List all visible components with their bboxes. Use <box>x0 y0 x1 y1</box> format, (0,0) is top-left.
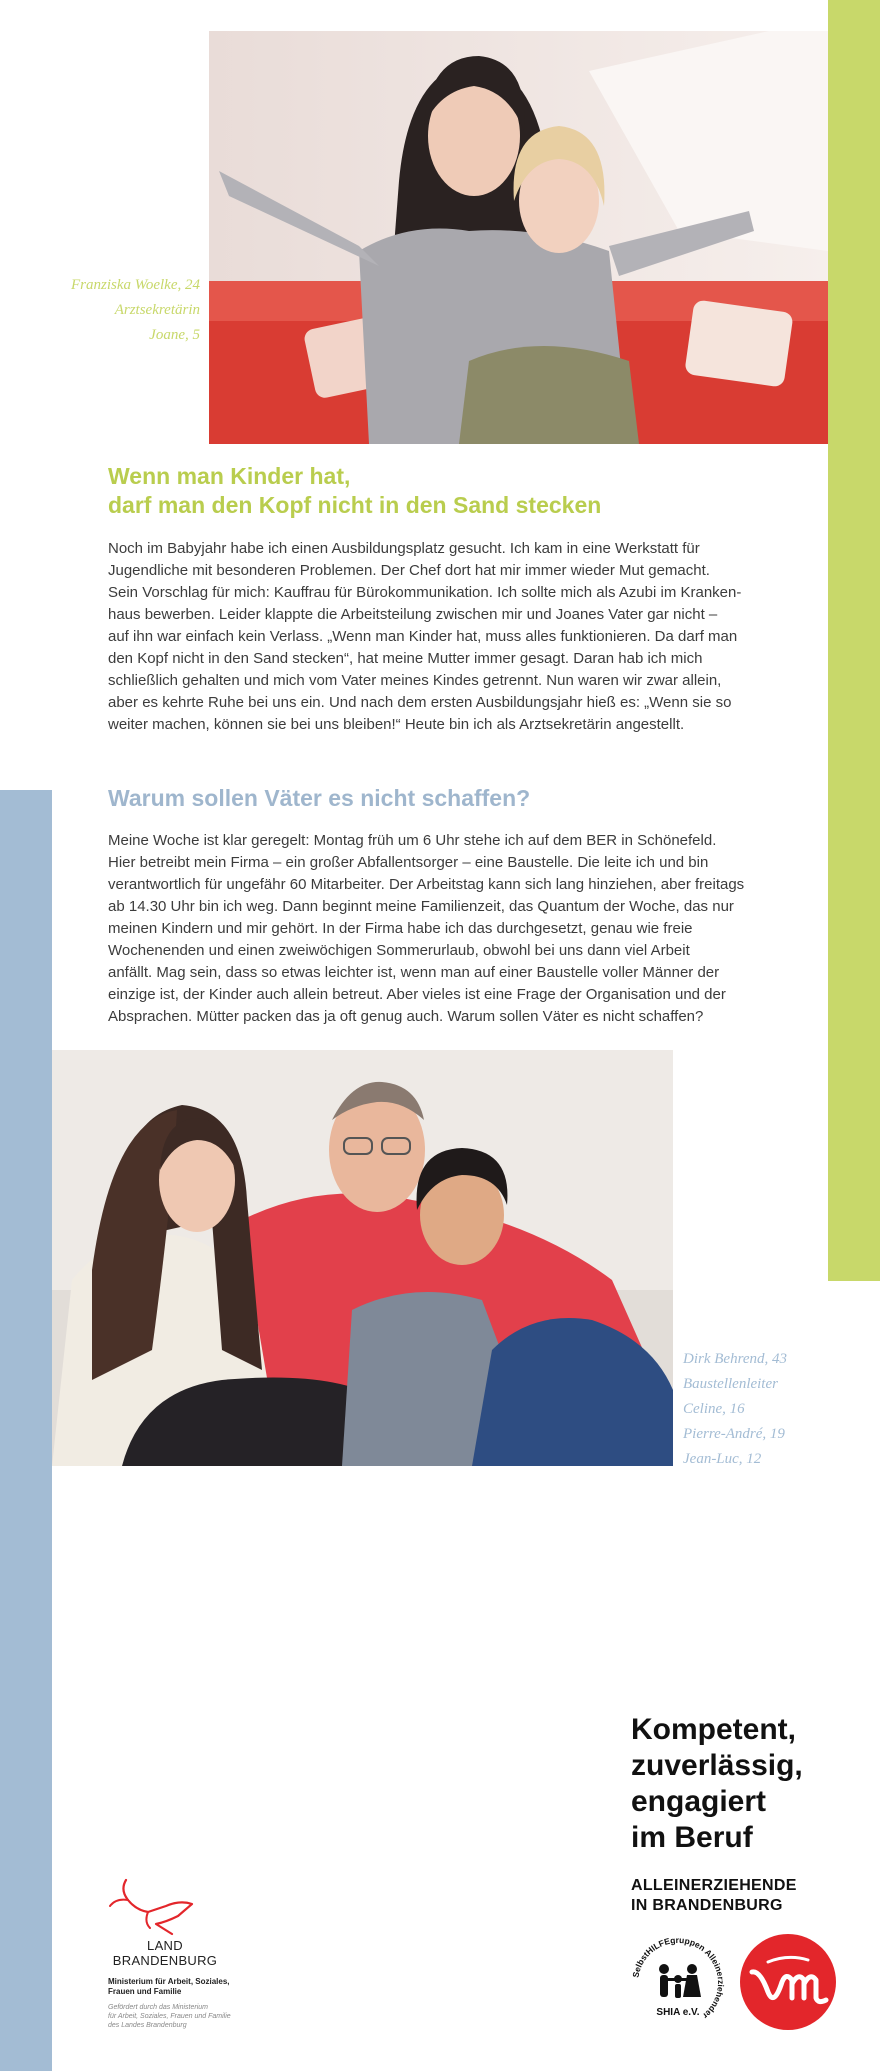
heading-line: darf man den Kopf nicht in den Sand stecken <box>108 492 602 518</box>
caption-section1 <box>71 273 200 348</box>
vamv-logo <box>738 1932 838 2032</box>
ministry-line: Frauen und Familie <box>108 1987 182 1996</box>
section2-body <box>108 830 788 1028</box>
body-line: aber es kehrte Ruhe bei uns ein. Und nach dem ersten Ausbildungsjahr hieß es: „Wenn sie so <box>108 694 732 711</box>
body-line: einzige ist, der Kinder auch allein betreut. Aber vieles ist eine Frage der Organisation und der <box>108 986 726 1003</box>
land-name-line: BRANDENBURG <box>112 1953 218 1968</box>
caption-line: Arztsekretärin <box>114 302 200 318</box>
photo-father-children <box>52 1050 673 1466</box>
caption-line: Celine, 16 <box>683 1401 745 1417</box>
caption-section2 <box>683 1347 787 1472</box>
section2-heading: Warum sollen Väter es nicht schaffen? <box>108 785 531 811</box>
body-line: Wochenenden und einen zweiwöchigen Sommerurlaub, obwohl bei uns dann viel Arbeit <box>108 942 690 959</box>
body-line: Jugendliche mit besonderen Problemen. Der Chef dort hat mir immer wieder Mut gemacht. <box>108 562 710 579</box>
caption-line: Joane, 5 <box>149 327 200 343</box>
land-name-line: LAND <box>147 1938 183 1953</box>
section1-body <box>108 538 788 736</box>
slogan-line: im Beruf <box>631 1821 753 1854</box>
slogan <box>631 1712 803 1856</box>
funding-line: für Arbeit, Soziales, Frauen und Familie <box>108 2013 231 2020</box>
body-line: Noch im Babyjahr habe ich einen Ausbildungsplatz gesucht. Ich kam in eine Werkstatt für <box>108 540 700 557</box>
family-icon <box>659 1964 701 1998</box>
ministry-name <box>108 1977 230 1997</box>
body-line: verantwortlich für ungefähr 60 Mitarbeiter. Der Arbeitstag kann sich lang hinziehen, aber freitags <box>108 876 745 893</box>
land-brandenburg-name <box>106 1938 224 1968</box>
body-line: Meine Woche ist klar geregelt: Montag früh um 6 Uhr stehe ich auf dem BER in Schönefeld. <box>108 832 717 849</box>
shia-ring-text: SelbstHILFEgruppen Alleinerziehender <box>630 1934 727 2022</box>
body-line: meinen Kindern und mir gehört. In der Firma habe ich das durchgesetzt, genau wie freie <box>108 920 693 937</box>
body-line: schließlich gehalten und mich vom Vater meines Kindes getrennt. Nun waren wir zwar allein, <box>108 672 722 689</box>
subslogan-line: IN BRANDENBURG <box>631 1897 783 1914</box>
body-line: haus bewerben. Leider klappte die Arbeitsteilung zwischen mir und Joanes Vater gar nicht – <box>108 606 718 623</box>
ministry-line: Ministerium für Arbeit, Soziales, <box>108 1977 230 1986</box>
body-line: Absprachen. Mütter packen das ja oft genug auch. Warum sollen Väter es nicht schaffen? <box>108 1008 704 1025</box>
subslogan-line: ALLEINERZIEHENDE <box>631 1877 797 1894</box>
caption-line: Dirk Behrend, 43 <box>683 1351 788 1367</box>
body-line: Hier betreibt mein Firma – ein großer Abfallentsorger – eine Baustelle. Die leite ich und bin <box>108 854 709 871</box>
body-line: ab 14.30 Uhr bin ich weg. Dann beginnt meine Familienzeit, das Quantum der Woche, das nur <box>108 898 734 915</box>
caption-line: Pierre-André, 19 <box>683 1426 785 1442</box>
body-line: den Kopf nicht in den Sand stecken“, hat meine Mutter immer gesagt. Daran hab ich mich <box>108 650 703 667</box>
slogan-line: Kompetent, <box>631 1713 796 1746</box>
funding-note <box>108 2003 231 2030</box>
shia-logo <box>626 1931 730 2035</box>
body-line: auf ihn war einfach kein Verlass. „Wenn man Kinder hat, muss alles funktionieren. Da darf man <box>108 628 738 645</box>
caption-line: Franziska Woelke, 24 <box>70 277 200 293</box>
funding-line: Gefördert durch das Ministerium <box>108 2004 208 2011</box>
photo-mother-daughter <box>209 31 828 444</box>
section1-heading <box>108 462 601 520</box>
slogan-line: zuverlässig, <box>631 1749 803 1782</box>
blue-side-band <box>0 790 52 2071</box>
funding-line: des Landes Brandenburg <box>108 2022 187 2029</box>
land-brandenburg-eagle-icon <box>106 1876 196 1938</box>
slogan-line: engagiert <box>631 1785 767 1818</box>
green-side-band <box>828 0 880 1281</box>
heading-line: Wenn man Kinder hat, <box>108 463 351 489</box>
body-line: anfällt. Mag sein, dass so etwas leichter ist, wenn man auf einer Baustelle voller Männer der <box>108 964 720 981</box>
body-line: Sein Vorschlag für mich: Kauffrau für Bürokommunikation. Ich sollte mich als Azubi im Kranken- <box>108 584 742 601</box>
caption-line: Baustellenleiter <box>683 1376 778 1392</box>
subslogan <box>631 1876 797 1916</box>
caption-line: Jean-Luc, 12 <box>683 1451 762 1467</box>
body-line: weiter machen, können sie bei uns bleiben!“ Heute bin ich als Arztsekretärin angestellt. <box>108 716 685 733</box>
shia-name: SHIA e.V. <box>656 2007 700 2018</box>
